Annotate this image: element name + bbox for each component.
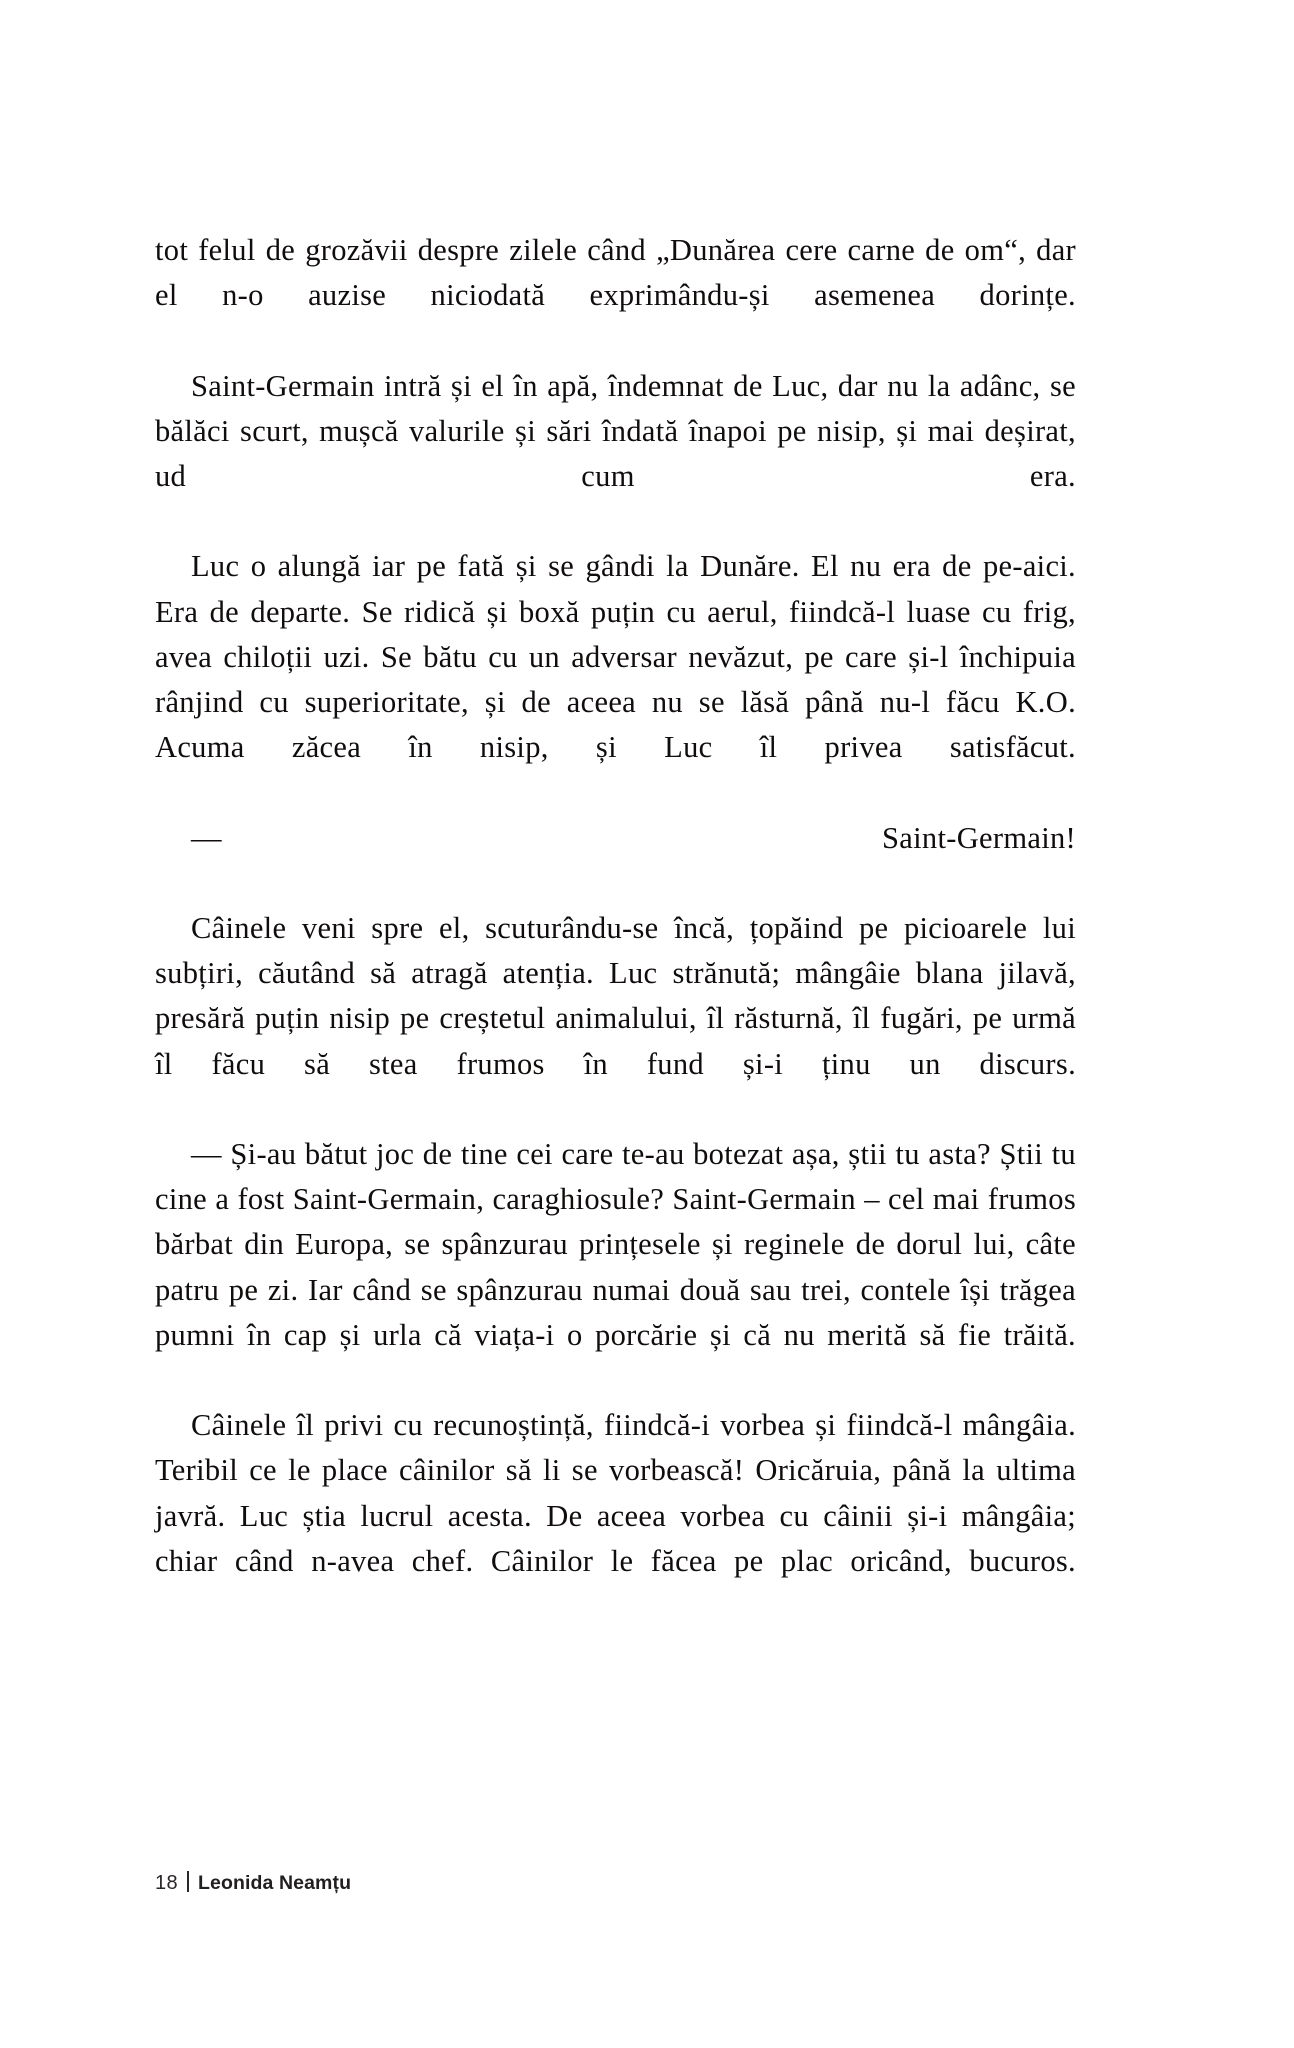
folio-page-number: 18: [155, 1872, 179, 1894]
paragraph-7: Câinele îl privi cu recunoștință, fiindcă-i vorbea și fiindcă-l mângâia. Teribil ce le place câinilor să li se vorbească! Oricăruia, până la ultima javră. Luc știa lucrul acesta. De aceea vorbea cu câinii și-i mângâia; chiar când n-avea chef. Câinilor le făcea pe plac oricând, bucuros.: [155, 1408, 1076, 1578]
paragraph-4-dialogue: — Saint-Germain!: [191, 820, 1076, 855]
paragraph-5: Câinele veni spre el, scuturându-se încă, țopăind pe picioarele lui subțiri, căutând să atragă atenția. Luc strănută; mângâie blana jilavă, presără puțin nisip pe creștetul animalului, îl răsturnă, îl fugări, pe urmă îl făcu să stea frumos în fund și-i ținu un discurs.: [155, 911, 1076, 1081]
page-footer: [155, 1868, 351, 1895]
paragraph-2: Saint-Germain intră și el în apă, îndemnat de Luc, dar nu la adânc, se bălăci scurt, mușcă valurile și sări îndată înapoi pe nisip, și mai deșirat, ud cum era.: [155, 368, 1076, 494]
folio-divider: [187, 1871, 189, 1892]
page-text-block: [155, 228, 1076, 1629]
paragraph-1: tot felul de grozăvii despre zilele când „Dunărea cere carne de om“, dar el n-o auzise niciodată exprimându-și asemenea dorințe.: [155, 233, 1076, 313]
paragraph-3: Luc o alungă iar pe fată și se gândi la Dunăre. El nu era de pe-aici. Era de departe. Se ridică și boxă puțin cu aerul, fiindcă-l luase cu frig, avea chiloții uzi. Se bătu cu un adversar nevăzut, pe care și-l închipuia rânjind cu superioritate, și de aceea nu se lăsă până nu-l făcu K.O. Acuma zăcea în nisip, și Luc îl privea satisfăcut.: [155, 549, 1076, 765]
paragraph-6-dialogue: — Și-au bătut joc de tine cei care te-au botezat așa, știi tu asta? Știi tu cine a fost Saint-Germain, caraghiosule? Saint-Germain – cel mai frumos bărbat din Europa, se spânzurau prințesele și reginele de dorul lui, câte patru pe zi. Iar când se spânzurau numai două sau trei, contele își trăgea pumni în cap și urla că viața-i o porcărie și că nu merită să fie trăită.: [155, 1137, 1076, 1352]
footer-author-name: Leonida Neamțu: [198, 1872, 352, 1894]
